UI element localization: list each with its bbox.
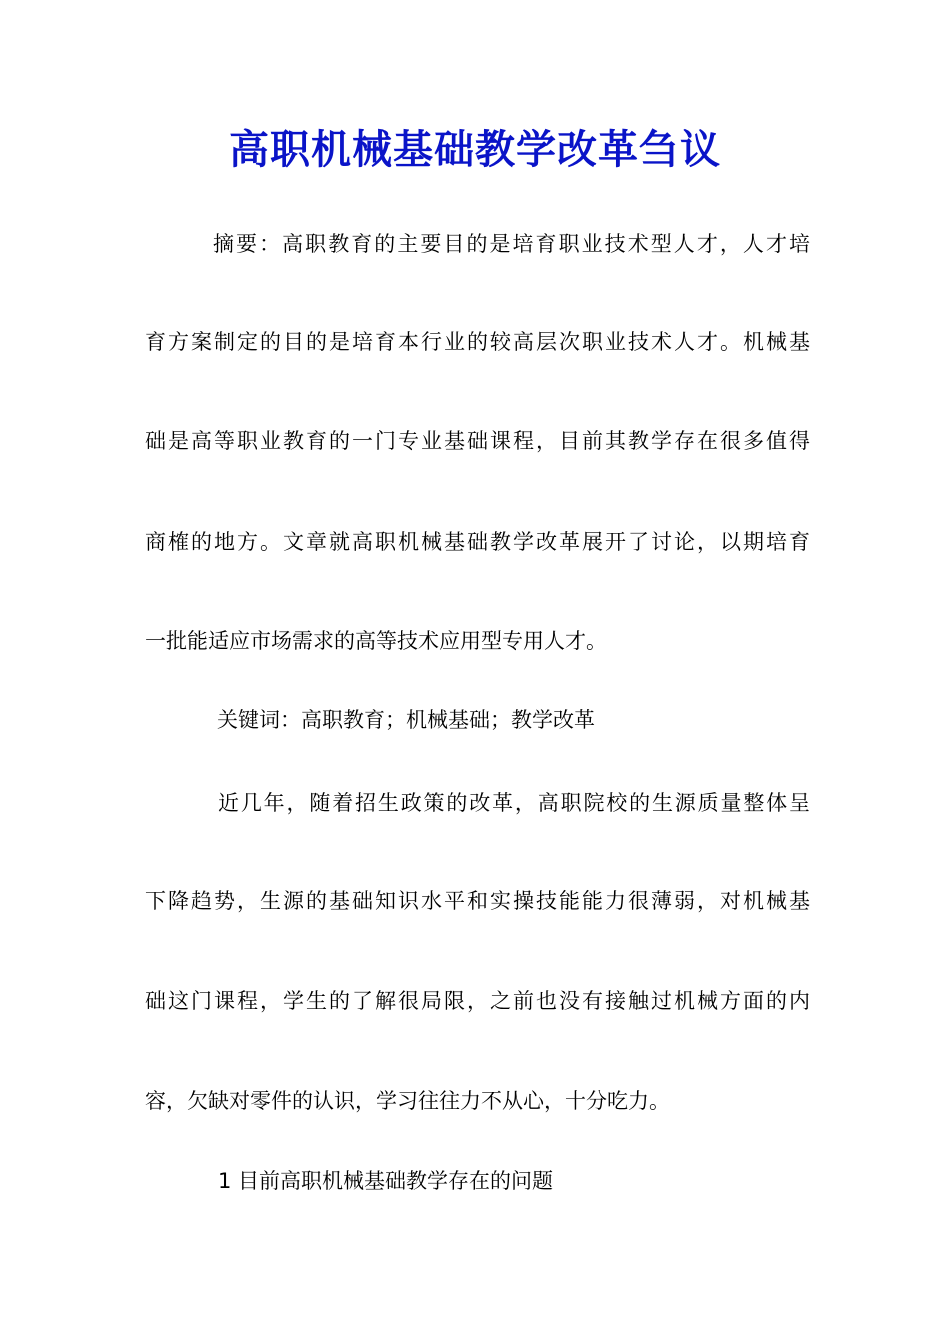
intro-line-1: 近几年，随着招生政策的改革，高职院校的生源质量整体呈: [218, 791, 810, 815]
intro-line-4: 容，欠缺对零件的认识，学习往往力不从心，十分吃力。: [145, 1089, 670, 1113]
abstract-line-3: 础是高等职业教育的一门专业基础课程，目前其教学存在很多值得: [145, 429, 810, 453]
keywords-line: 关键词：高职教育；机械基础；教学改革: [217, 708, 595, 732]
abstract-line-2: 育方案制定的目的是培育本行业的较高层次职业技术人才。机械基: [145, 330, 810, 354]
abstract-line-1: 摘要：高职教育的主要目的是培育职业技术型人才，人才培: [213, 232, 810, 256]
intro-line-3: 础这门课程，学生的了解很局限，之前也没有接触过机械方面的内: [145, 989, 810, 1013]
abstract-line-4: 商榷的地方。文章就高职机械基础教学改革展开了讨论，以期培育: [145, 530, 810, 554]
document-title: 高职机械基础教学改革刍议: [229, 126, 721, 173]
section-heading: 1 目前高职机械基础教学存在的问题: [218, 1169, 554, 1193]
abstract-line-5: 一批能适应市场需求的高等技术应用型专用人才。: [145, 629, 607, 653]
intro-line-2: 下降趋势，生源的基础知识水平和实操技能能力很薄弱，对机械基: [145, 889, 810, 913]
